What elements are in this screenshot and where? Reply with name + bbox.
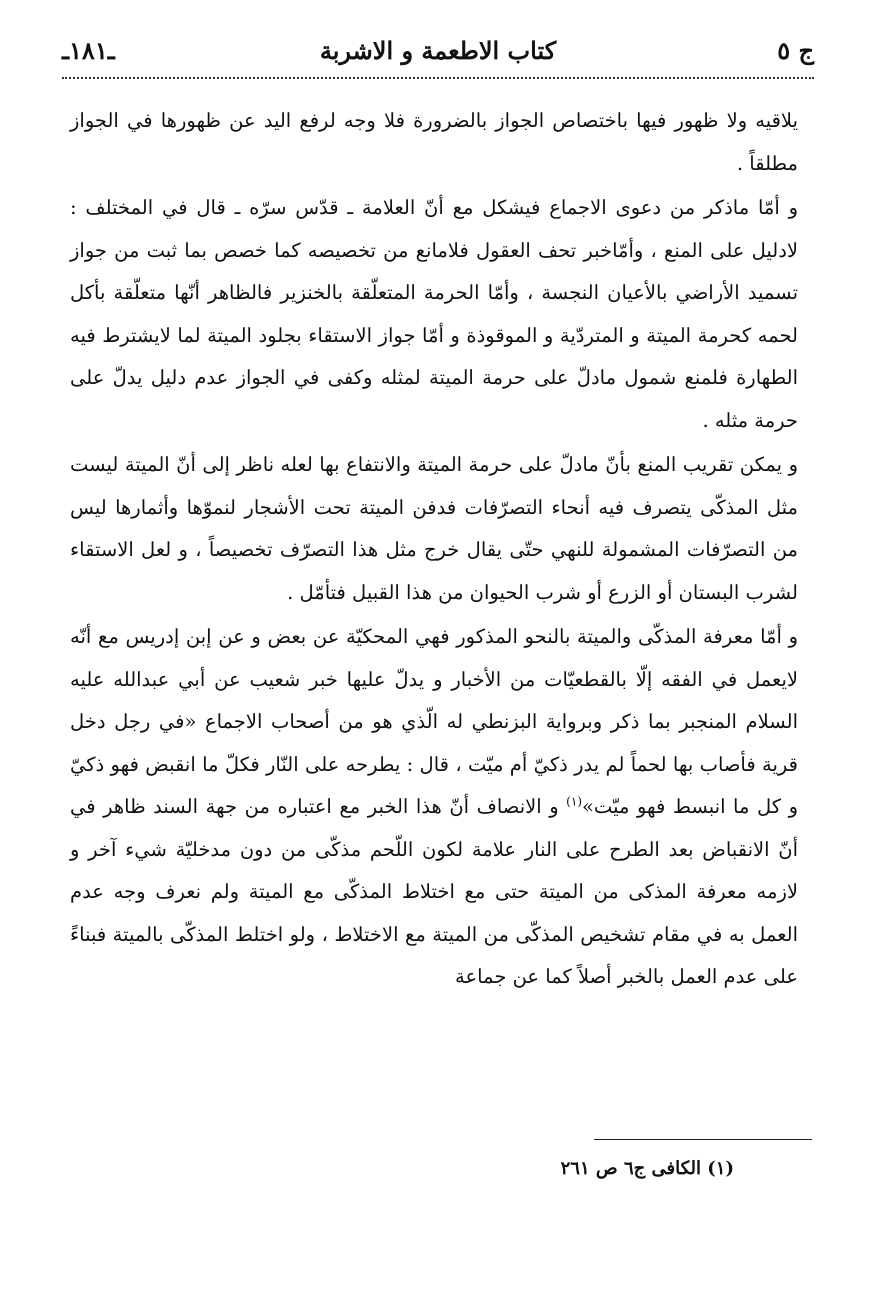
- footnote-marker: (١): [566, 794, 582, 809]
- paragraph-4: [70, 616, 798, 999]
- running-header: [62, 30, 814, 70]
- footnote: (١) الكافى ج٦ ص ٢٦١: [560, 1158, 734, 1179]
- paragraph-4-part-1: و أمّا معرفة المذكّى والميتة بالنحو المذكور فهي المحكيّة عن بعض و عن إبن إدريس مع أنّه لايعمل في الفقه إلّا بالقطعيّات من الأخبار و يدلّ عليها خبر شعيب عن أبي عبدالله عليه السلام المنجبر بما ذكر وبرواية البزنطي له الّذي هو من أصحاب الاجماع «في رجل دخل قرية فأصاب بها لحماً لم يدر ذكيّ أم ميّت ، قال : يطرحه على النّار فكلّ ما انقبض فهو ذكيّ و كل ما انبسط فهو ميّت»: [70, 625, 798, 818]
- paragraph-1: يلاقيه ولا ظهور فيها باختصاص الجواز بالضرورة فلا وجه لرفع اليد عن ظهورها في الجواز مطلقاً .: [70, 109, 798, 175]
- paragraph-3: و يمكن تقريب المنع بأنّ مادلّ على حرمة الميتة والانتفاع بها لعله ناظر إلى أنّ الميتة ليست مثل المذكّى يتصرف فيه أنحاء التصرّفات فدفن الميتة تحت الأشجار لنموّها وأثمارها ليس من التصرّفات المشمولة للنهي حتّى يقال خرج مثل هذا التصرّف تخصيصاً ، و لعل الاستقاء لشرب البستان أو الزرع أو شرب الحيوان من هذا القبيل فتأمّل .: [70, 453, 798, 604]
- volume-label: ج ٥: [777, 35, 814, 65]
- header-divider: [62, 77, 814, 79]
- page-number: ـ١٨١ـ: [62, 35, 115, 65]
- paragraph-2: و أمّا ماذكر من دعوى الاجماع فيشكل مع أنّ العلامة ـ قدّس سرّه ـ قال في المختلف : لادليل على المنع ، وأمّاخبر تحف العقول فلامانع من تخصيصه كما خصص بما ثبت من جواز تسميد الأراضي بالأعيان النجسة ، وأمّا الحرمة المتعلّقة بالخنزير فالظاهر أنّها متعلّقة بأكل لحمه كحرمة الميتة و المتردّية و الموقوذة و أمّا جواز الاستقاء بجلود الميتة لما لايشترط فيه الطهارة فلمنع شمول مادلّ على حرمة الميتة لمثله وكفى في الجواز عدم دليل يدلّ على حرمة مثله .: [70, 196, 798, 432]
- paragraph-4-part-2: و الانصاف أنّ هذا الخبر مع اعتباره من جهة السند ظاهر في أنّ الانقباض بعد الطرح على النار علامة لكون اللّحم مذكّى من دون مدخليّة شيء آخر و لازمه معرفة المذكى من الميتة حتى مع اختلاط المذكّى مع الميتة ولم نعرف وجه عدم العمل به في مقام تشخيص المذكّى من الميتة مع الاختلاط ، ولو اختلط المذكّى بالميتة فبناءً على عدم العمل بالخبر أصلاً كما عن جماعة: [70, 795, 798, 988]
- footnote-divider: [594, 1139, 812, 1140]
- book-title: كتاب الاطعمة و الاشربة: [319, 35, 557, 65]
- main-text: [70, 100, 798, 999]
